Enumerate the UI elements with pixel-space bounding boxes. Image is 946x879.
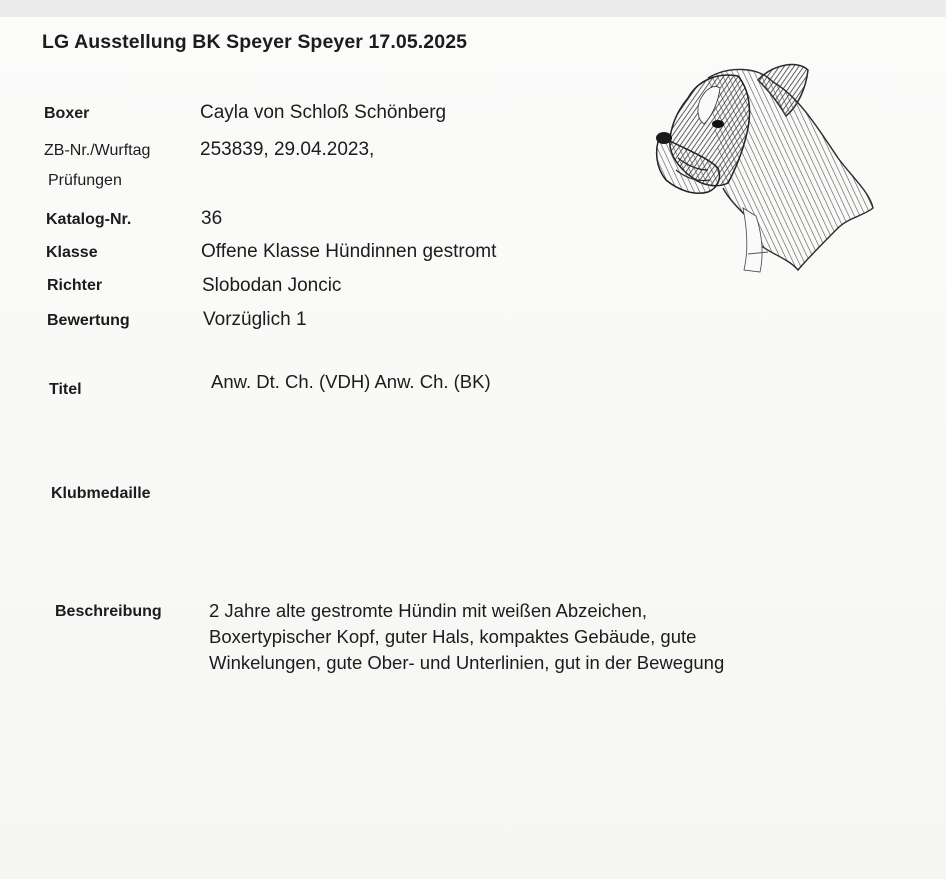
label-pruefungen: Prüfungen (48, 172, 122, 189)
label-boxer: Boxer (44, 105, 90, 122)
value-beschreibung (209, 598, 724, 676)
value-zb-nr-wurftag: 253839, 29.04.2023, (200, 139, 375, 160)
value-boxer: Cayla von Schloß Schönberg (200, 102, 447, 123)
boxer-dog-head-icon (648, 58, 878, 278)
value-bewertung: Vorzüglich 1 (203, 309, 307, 330)
value-katalog-nr: 36 (201, 208, 223, 229)
description-line: Winkelungen, gute Ober- und Unterlinien, gut in der Bewegung (209, 652, 725, 673)
document-title: LG Ausstellung BK Speyer Speyer 17.05.2025 (42, 31, 468, 53)
label-bewertung: Bewertung (47, 312, 130, 329)
description-line: Boxertypischer Kopf, guter Hals, kompaktes Gebäude, gute (209, 626, 697, 647)
label-katalog-nr: Katalog-Nr. (46, 211, 132, 228)
label-titel: Titel (49, 381, 82, 398)
value-titel: Anw. Dt. Ch. (VDH) Anw. Ch. (BK) (211, 371, 491, 392)
value-richter: Slobodan Joncic (202, 275, 342, 296)
label-richter: Richter (47, 277, 103, 294)
label-zb-nr-wurftag: ZB-Nr./Wurftag (44, 142, 151, 159)
top-margin-band (0, 0, 946, 17)
label-klasse: Klasse (46, 244, 98, 261)
description-line: 2 Jahre alte gestromte Hündin mit weißen Abzeichen, (209, 600, 648, 621)
label-beschreibung: Beschreibung (55, 603, 162, 620)
value-klasse: Offene Klasse Hündinnen gestromt (201, 241, 497, 262)
label-klubmedaille: Klubmedaille (51, 485, 151, 502)
